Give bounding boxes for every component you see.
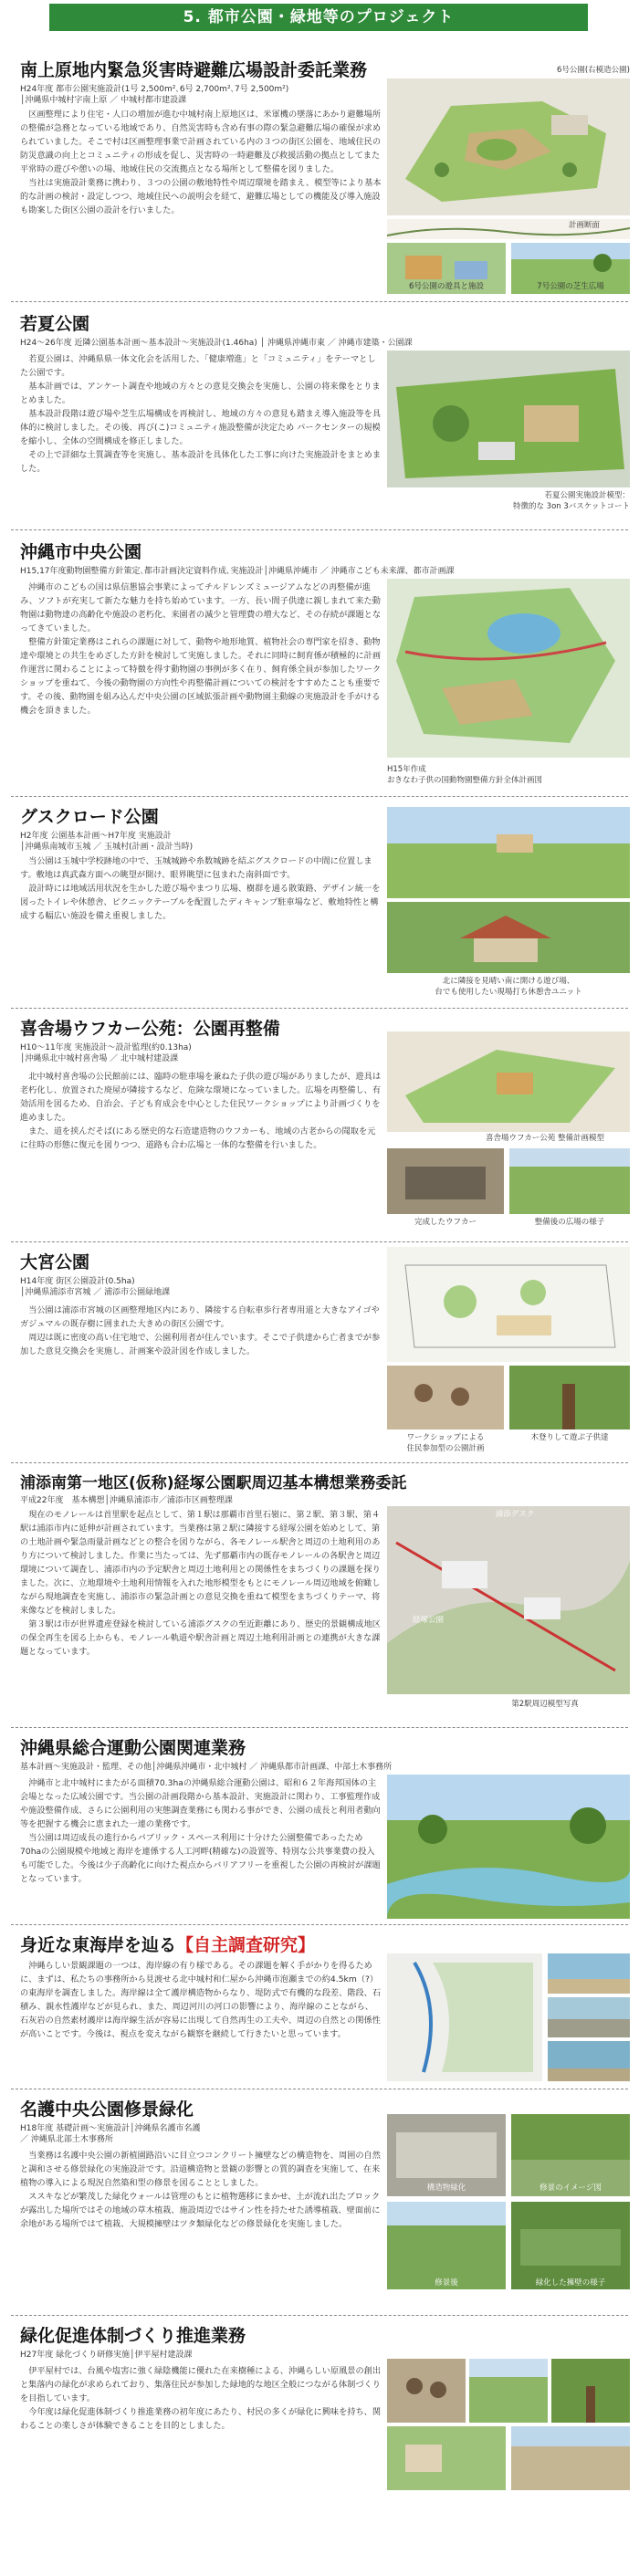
coast-photo: [548, 2041, 630, 2081]
section-divider: [11, 1727, 628, 1728]
photo-caption: 北に隣接を見晴い南に開ける遊び場、: [442, 977, 575, 986]
section-title-tag: 【自主調査研究】: [176, 1935, 316, 1955]
photo-caption: 修景のイメージ図: [539, 2183, 602, 2193]
section-okinawa-sports-park: [0, 1734, 639, 1922]
page-title-banner: 5. 都市公園・緑地等のプロジェクト: [49, 4, 588, 31]
body-paragraph: 伊平屋村では、台風や塩害に強く緑陰機能に優れた在来樹種による、沖縄らしい原風景の創出と集落内の緑化が求められており、集落住民が参加した緑地的な地区全般につながる体制づくりを目指しています。: [20, 2366, 382, 2403]
photo-caption: 整備後の広場の様子: [534, 1218, 605, 1227]
rest-house-photo: [387, 902, 630, 973]
body-paragraph: 今年度は緑化促進体制づくり推進業務の初年度にあたり、村民の多くが緑化に興味を持ち、関わることの楽しさが体験できることを目的としました。: [20, 2407, 382, 2431]
section-client: ／ 沖縄県北部土木事務所: [20, 2135, 113, 2144]
photo-caption: 喜舎場ウフカー公苑 整備計画模型: [485, 1134, 605, 1143]
coast-map: [387, 1953, 542, 2081]
section-east-coast: [0, 1932, 639, 2083]
park-model-photo: [387, 351, 630, 487]
section-greening-promotion: [0, 2322, 639, 2569]
section-divider: [11, 1924, 628, 1925]
section-client: │沖縄県南城市玉城 ／ 玉城村(計画・設計当時): [20, 843, 194, 852]
body-paragraph: 当社は実施設計業務に携わり、３つの公園の敷地特性や周辺環境を踏まえ、模型等により基本的な計画の検討・設定しつつ、地域住民への説明会を経て、避難広場としての機能及び導入施設も勘案した街区公園の設計を行いました。: [20, 178, 382, 215]
tree-photo: [551, 2359, 630, 2423]
photo-caption: 緑化した擁壁の様子: [535, 2278, 606, 2288]
section-wakanatsu: [0, 310, 639, 522]
section-kishaba-ufuka: [0, 1015, 639, 1238]
section-subtitle: 基本計画～実施設計・監理、その他│沖縄県沖縄市・北中城村 ／ 沖縄県都市計画課、中部土木事務所: [20, 1763, 393, 1772]
section-client: │沖縄県中城村字南上原 ／ 中城村都市建設課: [20, 96, 187, 105]
body-paragraph: 現在のモノレールは首里駅を起点として、第１駅は那覇市首里石嶺に、第２駅、第３駅、第４駅は浦添市内に延伸が計画されています。当業務は第２駅に隣接する経塚公園を始めとして、第の土地計画や緊急雨量計画などとの整合を図りながら、各モノレール駅舎と周辺の土地利用のあり方について検討しました。作業に当たっては、先ず那覇市内の既存モノレールの各駅舎と周辺環境について調査し、浦添市内の予定駅舎と周辺土地利用との関係性をまちづくりの課題を探りました。次に、立地環境や土地利用情報を入れた地形模型をもとにモノレール周辺地域を俯瞰しながら現地調査を実施し、浦添市の緊急計画との意見交換を重ねて模型をまちづくりテーマ、将来像などを検討しました。: [20, 1510, 381, 1616]
photo-group: [387, 1031, 630, 1234]
photo-group: [387, 1506, 630, 1712]
section-body: [20, 2149, 382, 2306]
body-paragraph: 沖縄市と北中城村にまたがる面積70.3haの沖縄県総合運動公園は、昭和６２年海邦国体の主会場となった広域公園です。当公園の計画段階から基本設計、実施設計に関わり、工事監理作成や施設整備作成、さらに公園利用の実態調査業務にも関わる事ができ、公園の成長と利用者動向等を把握する機会に恵まれた一連の業務です。: [20, 1778, 381, 1829]
section-divider: [11, 2315, 628, 2316]
photo-group: [387, 1775, 630, 1919]
photo-caption: 特徴的な 3on 3バスケットコート: [512, 502, 630, 511]
coast-photo: [548, 1997, 630, 2037]
section-divider: [11, 301, 628, 302]
section-title: 若夏公園: [20, 314, 90, 334]
photo-caption: 若夏公園実施設計模型：: [544, 491, 630, 500]
section-subtitle: H27年度 緑化づくり研修実施│伊平屋村建設課: [20, 2351, 193, 2360]
plaza-photo: [509, 1148, 630, 1214]
section-title: 南上原地内緊急災害時避難広場設計委託業務: [20, 60, 368, 80]
section-body: [20, 1959, 382, 2081]
park-model-photo: [387, 79, 630, 215]
section-body: [20, 108, 382, 299]
tree-climbing-photo: [509, 1366, 630, 1429]
section-title: 名護中央公園修景緑化: [20, 2100, 194, 2120]
photo-caption: 台でも使用したい現場打ち休憩舎ユニット: [435, 988, 582, 997]
section-divider: [11, 529, 628, 530]
section-minamiuehara: [0, 57, 639, 299]
section-subtitle: H24～26年度 近隣公園基本計画～基本設計～実施設計(1.46ha) │ 沖縄県沖縄市東 ／ 沖縄市建築・公園課: [20, 339, 413, 348]
river-park-photo: [387, 1775, 630, 1919]
zoo-plan-map: [387, 579, 630, 758]
park-model-photo: [387, 1031, 630, 1132]
section-gusuku-road: [0, 803, 639, 1002]
photo-caption: 第2駅周辺模型写真: [511, 1700, 579, 1709]
planting-photo: [469, 2359, 548, 2423]
section-nago-central: [0, 2096, 639, 2308]
workshop-photo: [387, 2359, 466, 2423]
body-paragraph: 沖縄らしい景観課題の一つは、海岸線の有り様である。その課題を解く手がかりを得るために、まずは、私たちの事務所から見渡せる北中城村和仁屋から沖縄市泡瀬までの約4.5km（?）の東海岸を調査しました。海岸線は全て護岸構造物からなり、堤防式で有機的な段差、階段、石積み、親水性護岸などが見られ、また、周辺河川の河口の影響により、海岸線のことながら、石灰岩の自然素材護岸は海岸線生活が容易に出現して自然再生の工夫や、周辺の自然との関係性が高いことです。今後は、視点を変えながら観察を継続して行きたいと思っています。: [20, 1961, 382, 2039]
body-paragraph: 当公園は玉城中学校跡地の中で、玉城城跡や糸数城跡を結ぶグスクロードの中間に位置します。敷地は真武森方面への眺望が開け、眼界眺望に包まれた南斜面です。: [20, 856, 372, 880]
landscape-after-photo: [387, 2202, 506, 2289]
photo-caption: 7号公園の芝生広場: [537, 282, 604, 291]
section-title: 沖縄市中央公園: [20, 542, 142, 562]
photo-caption: H15年作成: [387, 765, 426, 774]
section-body: [20, 352, 382, 517]
section-title: 緑化促進体制づくり推進業務: [20, 2326, 246, 2346]
photo-group: [387, 2114, 630, 2300]
photo-group: [387, 2359, 630, 2560]
photo-caption: ワークショップによる: [406, 1433, 485, 1442]
photo-group: [387, 579, 630, 791]
section-subtitle: H15,17年度動物園整備方針策定､都市計画決定資料作成､実施設計│沖縄県沖縄市 ／ 沖縄市こども未来課、都市計画課: [20, 567, 455, 576]
park-landscape-photo: [387, 807, 630, 898]
section-title: グスクロード公園: [20, 807, 159, 827]
body-paragraph: 若夏公園は、沖縄県県一体文化会を活用した、「健康増進」と「コミュニティ」をテーマとした公園です。: [20, 354, 376, 378]
photo-caption: 経塚公園: [412, 1616, 444, 1625]
section-body: [20, 1508, 382, 1723]
coast-photo: [548, 1953, 630, 1994]
section-okinawa-central: [0, 539, 639, 800]
body-paragraph: 周辺は既に密度の高い住宅地で、公園利用者が住んでいます。そこで子供達から亡者までが参加した意見交換会を実施し、計画案や設計図を作成しました。: [20, 1333, 381, 1356]
body-paragraph: 基本設計段階は遊び場や芝生広場構成を再検討し、地域の方々の意見も踏まえ導入施設等を具体的に検討しました。その後、再び(こ)コミュニティ施設整備が決定ため パークセンターの規模を縮小し、全体の空間構成を修正しました。: [20, 409, 382, 446]
section-divider: [11, 1008, 628, 1009]
section-body: [20, 1304, 382, 1459]
station-model-photo: [387, 1506, 630, 1694]
section-subtitle: H2年度 公園基本計画～H7年度 実施設計: [20, 832, 172, 841]
section-subtitle: H24年度 都市公園実施設計(1号 2,500m²､6号 2,700m²､7号 2,500m²): [20, 85, 289, 94]
section-subtitle: 平成22年度 基本構想│沖縄県浦添市／浦添市区画整理課: [20, 1496, 233, 1505]
photo-caption: 住民参加型の公園計画: [406, 1444, 485, 1453]
photo-caption: 構造物緑化: [426, 2183, 466, 2193]
section-subtitle: H14年度 街区公園設計(0.5ha): [20, 1277, 135, 1286]
section-omiya: [0, 1249, 639, 1462]
section-body: [20, 581, 382, 796]
body-paragraph: 整備方針策定業務はこれらの課題に対して、動物や地形地質、植物社会の専門家を招き、動物達や環境との共生をめざした方針を検討して実施しました。それに同時に飼育係が積極的に計画作運営に関わることによって特徴を得す動物園の事例が多く在り、飼育係全員が参加したワークショップを重ねて、今後の動物園の方向性や再整備計画についての検討をすすめたことも重要です。その後、動物園を組み込んだ中央公園の区域拡張計画や動物園主動線の実施設計を手がける機会を頂きました。: [20, 637, 382, 716]
section-body: [20, 1070, 382, 1234]
section-urasoe-kyozuka: [0, 1470, 639, 1725]
village-photo: [387, 2426, 506, 2490]
photo-caption: 6号公園の遊具と施設: [409, 282, 484, 291]
body-paragraph: 沖縄市のこどもの国は県信懇協会事業によってチルドレンズミュージアムなどの再整備が進み、ソフトが充実して新たな魅力を持ち始めています。一方、長い間子供達に親しまれて来た動物園は動物達の高齢化や施設の老朽化、来園者の減少と管理費の増大など、その存続が課題となってきていました。: [20, 582, 382, 634]
photo-caption: 完成したウフカー: [414, 1218, 477, 1227]
section-subtitle: H10～11年度 実施設計～設計監理(約0.13ha): [20, 1043, 192, 1052]
photo-group: [387, 1953, 630, 2081]
section-title: [20, 1932, 315, 1956]
group-photo: [511, 2426, 630, 2490]
photo-group: [387, 807, 630, 1000]
body-paragraph: また、道を挟んだそば(にある歴史的な石造建造物のウフカーも、地域の古老からの聞取を元に往時の形態に復元を図りつつ、道路も合わ広場と一体的な整備を行いました。: [20, 1126, 376, 1150]
photo-group: [387, 1247, 630, 1459]
photo-caption: おきなわ子供の国動物園整備方針全体計画図: [387, 776, 543, 785]
section-divider: [11, 1462, 628, 1463]
body-paragraph: 設計時には地域活用状況を生かした遊び場やまつり広場、樹群を通る散策路、デザイン統一を図ったトイレや休憩舎、ピクニックテーブルを配置したディキャンプ駐車場など、敷地特性と構成する幅広い施設を備え重視しました。: [20, 884, 381, 921]
section-body: [20, 854, 382, 1000]
body-paragraph: 区画整理により住宅・人口の増加が進む中城村南上原地区は、米軍機の墜落にあかり避難場所の整備が急務となっている地域であり、自然災害時も含め有事の際の緊急避難広場の確保が求められていました。そこで村は区画整理事業で計画されている内の３つの街区公園を、地域住民の防災意識の向上とコミュニティの形成を促し、災害時の一時避難及び救援活動の拠点としてまた平常時の遊びや憩いの場、地域住民の交流拠点となる場所として整備を図りました。: [20, 110, 382, 174]
section-subtitle: H18年度 基礎計画～実施設計│沖縄県名護市名護: [20, 2124, 201, 2133]
photo-caption: 修景後: [435, 2278, 458, 2288]
ufuka-photo: [387, 1148, 504, 1214]
body-paragraph: 当業務は名護中央公園の新植園路沿いに目立つコンクリート擁壁などの構造物を、周囲の自然と調和させる修景緑化の実施設計です。沿道構造物と景観の影響との質的調査を実施して、在来植物の導入による現況自然築和型の修景を図ることとしました。: [20, 2151, 381, 2188]
section-title: 喜舎場ウフカー公苑：公園再整備: [20, 1019, 280, 1039]
photo-caption: 計画断面: [568, 221, 600, 230]
photo-group: [387, 66, 630, 294]
body-paragraph: 北中城村喜舎場の公民館前には、臨時の駐車場を兼ねた子供の遊び場がありましたが、遊具は老朽化し、放置された廃屋が隣接するなど、危険な環境になっていました。広場を再整備し、有効活用を図るため、自治会、子ども育成会を中心とした住民ワークショップにより計画づくりを進めました。: [20, 1072, 382, 1123]
section-client: │沖縄県浦添市宮城 ／ 浦添市公園緑地課: [20, 1288, 171, 1297]
greened-wall-photo: [511, 2202, 630, 2289]
workshop-photo: [387, 1366, 504, 1429]
body-paragraph: 当公園は周辺成長の進行からパブリック・スペース利用に十分けた公園整備であったため70haの公園規模や地域と海岸を連係する人工河畔(精確な)の設置等、特別な公共事業費の投入も可能でした。今後は少子高齢化に向けた視点からバリアフリーを重視した公園の再検討が課題となっています。: [20, 1833, 381, 1884]
section-divider: [11, 796, 628, 797]
section-body: [20, 2364, 382, 2565]
photo-caption: 6号公園(右模造公園): [556, 66, 630, 75]
section-client: │沖縄県北中城村喜舎場 ／ 北中城村建設課: [20, 1054, 179, 1063]
photo-caption: 木登りして遊ぶ子供達: [530, 1433, 609, 1442]
photo-group: [387, 351, 630, 517]
section-title: 沖縄県総合運動公園関連業務: [20, 1738, 246, 1758]
section-body: [20, 1776, 382, 1921]
body-paragraph: 当公園は浦添市宮城の区画整理地区内にあり、隣接する自転車歩行者専用道と大きなアイゴやガジュマルの既存樹に囲まれた大きめの街区公園です。: [20, 1305, 380, 1329]
body-paragraph: ススキなどが繁茂した緑化ウォールは管理のもとに植物選移にまかせ、土が流れ出たブロックが露出した場所ではその地域の草木植栽、施設周辺ではサイン性を持たせた誘導植栽、壁面前に余地がある場所ではて植栽、大規模擁壁はツタ類緑化などの修景緑化を実施しました。: [20, 2192, 381, 2229]
body-paragraph: その上で詳細な土質調査等を実施し、基本設計を具体化した工事に向けた実施設計をまとめました。: [20, 450, 382, 474]
park-plan-drawing: [387, 1247, 630, 1362]
section-title-main: 身近な東海岸を辿る: [20, 1935, 177, 1955]
photo-caption: 浦添グスク: [495, 1510, 535, 1519]
section-divider: [11, 1241, 628, 1242]
body-paragraph: 基本計画では、アンケート調査や地域の方々との意見交換会を実施し、公園の将来像をとりまとめました。: [20, 382, 381, 405]
section-title: 大宮公園: [20, 1252, 90, 1272]
body-paragraph: 第３駅は市が世界遺産登録を検討している浦添グスクの至近距離にあり、歴史的景観構成地区の保全再生を図る上からも、モノレール軌道や駅舎計画と周辺土地利用計画との連携が大きな課題となっています。: [20, 1619, 381, 1657]
section-title: 浦添南第一地区(仮称)経塚公園駅周辺基本構想業務委託: [20, 1474, 407, 1492]
